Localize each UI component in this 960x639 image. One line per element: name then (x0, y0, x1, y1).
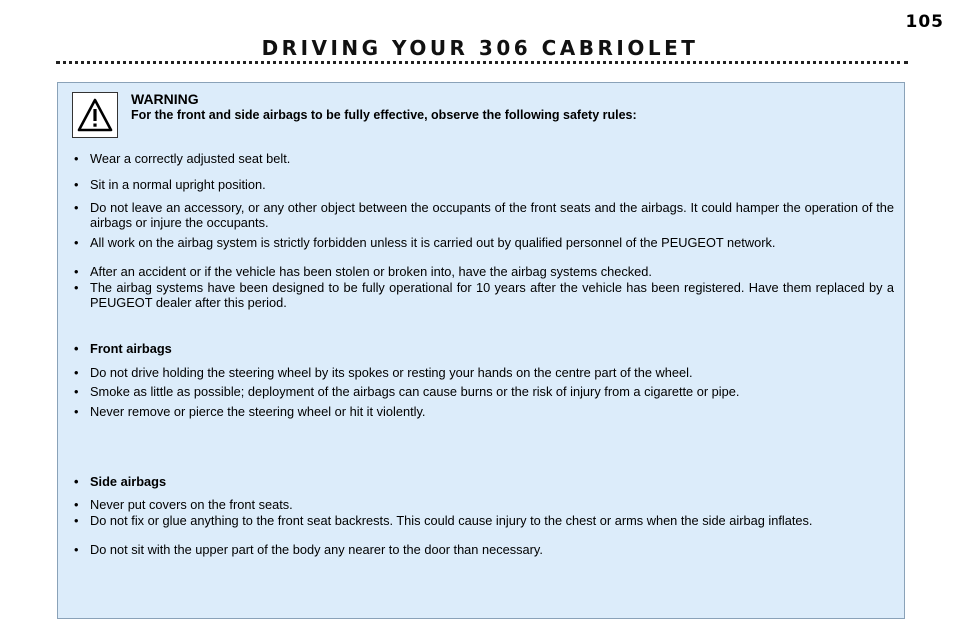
bullet: • (74, 177, 79, 192)
rule-text: Do not drive holding the steering wheel by its spokes or resting your hands on the centre part of the wheel. (90, 365, 693, 380)
rule-text: Never remove or pierce the steering wheel or hit it violently. (90, 404, 426, 419)
warning-triangle-icon (77, 97, 113, 133)
section-heading: Front airbags (90, 341, 172, 356)
bullet: • (74, 341, 79, 356)
list-item (72, 177, 894, 192)
rule-text: Smoke as little as possible; deployment of the airbags can cause burns or the risk of injury from a cigarette or pipe. (90, 384, 740, 399)
warning-icon-frame (72, 92, 118, 138)
bullet: • (74, 280, 79, 295)
list-item (72, 200, 894, 230)
rule-text: Do not sit with the upper part of the body any nearer to the door than necessary. (90, 542, 543, 557)
bullet: • (74, 264, 79, 279)
list-item (72, 151, 894, 166)
rule-text: All work on the airbag system is strictly forbidden unless it is carried out by qualified personnel of the PEUGEOT network. (90, 235, 776, 250)
rule-text: Do not leave an accessory, or any other object between the occupants of the front seats and the airbags. It could hamper the operation of the airbags or injure the occupants. (90, 200, 894, 230)
warning-subtitle: For the front and side airbags to be fully effective, observe the following safety rules: (131, 108, 637, 122)
rule-text: After an accident or if the vehicle has been stolen or broken into, have the airbag systems checked. (90, 264, 652, 279)
header-divider (56, 61, 908, 64)
bullet: • (74, 497, 79, 512)
page-title: DRIVING YOUR 306 CABRIOLET (261, 36, 699, 60)
bullet: • (74, 513, 79, 528)
list-item (72, 235, 894, 250)
bullet: • (74, 404, 79, 419)
bullet: • (74, 542, 79, 557)
section-heading-side-airbags (72, 474, 894, 489)
list-item (72, 384, 894, 399)
warning-panel (57, 82, 905, 619)
list-item (72, 280, 894, 310)
rule-text: Do not fix or glue anything to the front seat backrests. This could cause injury to the chest or arms when the side airbag inflates. (90, 513, 813, 528)
list-item (72, 404, 894, 419)
bullet: • (74, 365, 79, 380)
section-heading: Side airbags (90, 474, 167, 489)
list-item (72, 264, 894, 279)
bullet: • (74, 151, 79, 166)
rule-text: Never put covers on the front seats. (90, 497, 293, 512)
page-number: 105 (905, 12, 944, 32)
section-heading-front-airbags (72, 341, 894, 356)
list-item (72, 497, 894, 512)
rule-text: Wear a correctly adjusted seat belt. (90, 151, 291, 166)
warning-title: WARNING (131, 91, 199, 107)
bullet: • (74, 235, 79, 250)
list-item (72, 365, 894, 380)
rule-text: Sit in a normal upright position. (90, 177, 266, 192)
bullet: • (74, 200, 79, 215)
list-item (72, 542, 894, 557)
list-item (72, 513, 894, 528)
rule-text: The airbag systems have been designed to be fully operational for 10 years after the vehicle has been registered. Have them replaced by a PEUGEOT dealer after this period. (90, 280, 894, 310)
bullet: • (74, 474, 79, 489)
bullet: • (74, 384, 79, 399)
